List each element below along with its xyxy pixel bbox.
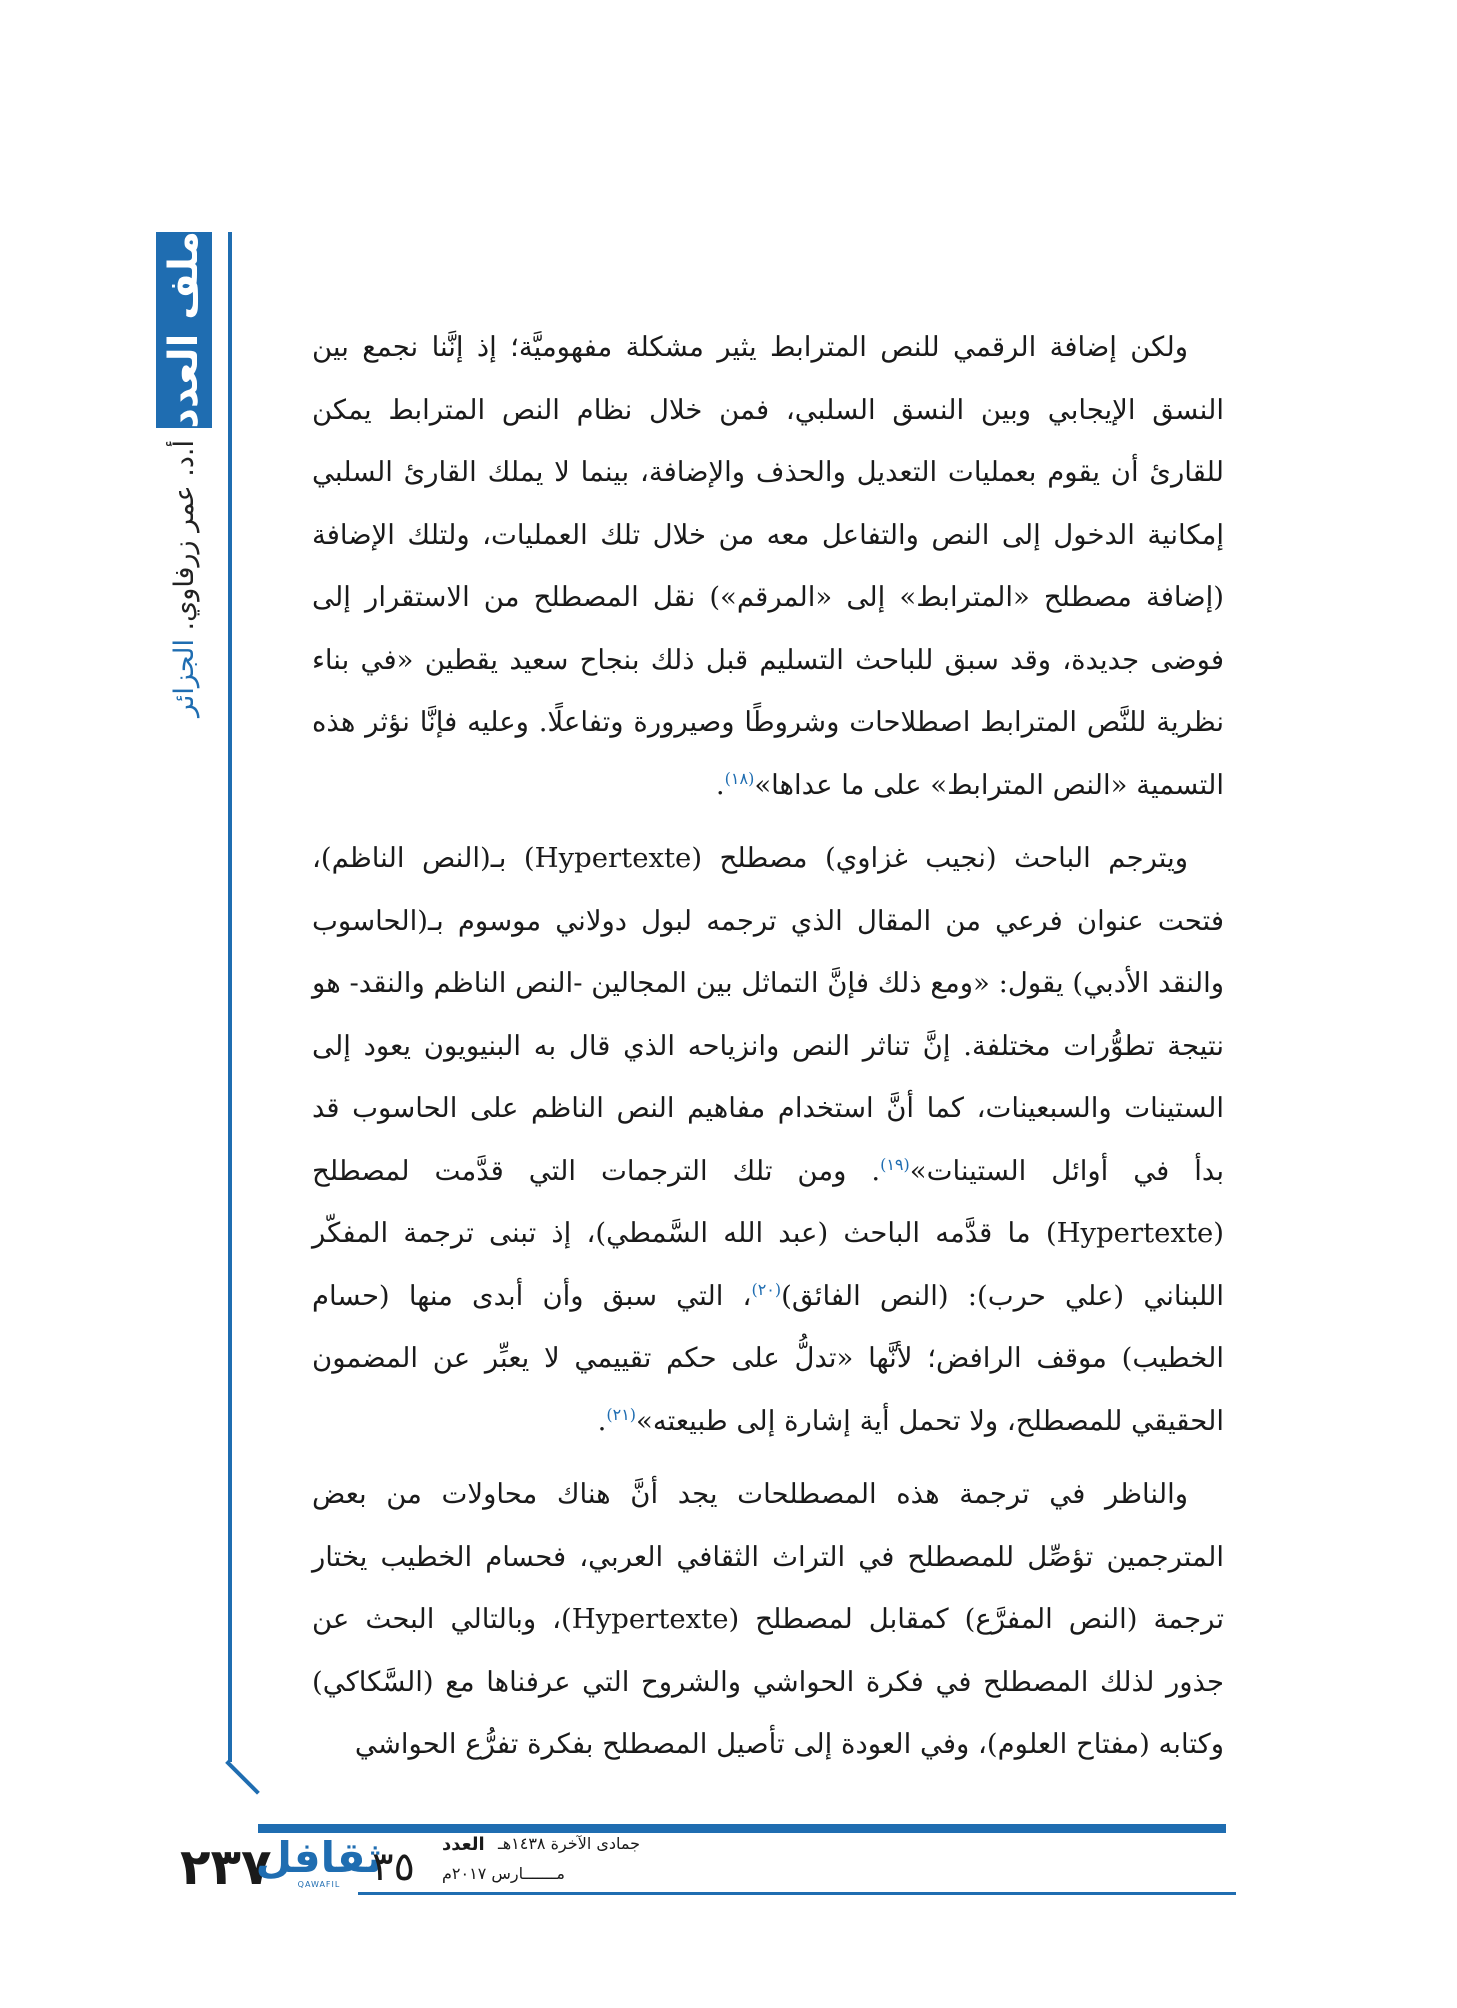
author-name: أ.د. عمر زرفاوي. bbox=[168, 440, 200, 631]
footnote-ref-19[interactable]: (١٩) bbox=[880, 1154, 910, 1174]
footnote-ref-21[interactable]: (٢١) bbox=[606, 1404, 637, 1424]
section-tag bbox=[156, 232, 212, 428]
magazine-logo bbox=[255, 1833, 383, 1892]
article-body bbox=[312, 316, 1224, 1787]
footer-rule bbox=[358, 1892, 1236, 1895]
issue-date-gregorian: مـــــــارس ٢٠١٧م bbox=[442, 1864, 565, 1883]
paragraph-2: ويترجم الباحث (نجيب غزاوي) مصطلح (Hypertexte) بـ(النص الناظم)، فتحت عنوان فرعي من المقال الذي ترجمه لبول دولاني موسوم بـ(الحاسوب والنقد الأدبي) يقول: «ومع ذلك فإنَّ التماثل بين المجالين -النص الناظم والنقد- هو نتيجة تطوُّرات مختلفة. إنَّ تناثر النص وانزياحه الذي قال به البنيويون يعود إلى الستينات والسبعينات، كما أنَّ استخدام مفاهيم النص الناظم على الحاسوب قد بدأ في أوائل الستينات»$^{(١٩)}$. ومن تلك الترجمات التي قدَّمت لمصطلح (Hypertexte) ما قدَّمه الباحث (عبد الله السَّمطي)، إذ تبنى ترجمة المفكّر اللبناني (علي حرب): (النص الفائق)$^{(٢٠)}$، التي سبق وأن أبدى منها (حسام الخطيب) موقف الرافض؛ لأنَّها «تدلُّ على حكم تقييمي لا يعبِّر عن المضمون الحقيقي للمصطلح، ولا تحمل أية إشارة إلى طبيعته»$^{(٢١)}$. bbox=[312, 842, 1224, 1437]
magazine-logo-latin: QAWAFIL bbox=[297, 1880, 341, 1889]
issue-date-hijri: جمادى الآخرة ١٤٣٨هـ bbox=[498, 1834, 641, 1853]
magazine-logo-text: ثقافل bbox=[255, 1833, 383, 1882]
paragraph-3: والناظر في ترجمة هذه المصطلحات يجد أنَّ هناك محاولات من بعض المترجمين تؤصِّل للمصطلح في التراث الثقافي العربي، فحسام الخطيب يختار ترجمة (النص المفرَّع) كمقابل لمصطلح (Hypertexte)، وبالتالي البحث عن جذور لذلك المصطلح في فكرة الحواشي والشروح التي عرفناها مع (السَّكاكي) وكتابه (مفتاح العلوم)، وفي العودة إلى تأصيل المصطلح بفكرة تفرُّع الحواشي bbox=[312, 1478, 1224, 1760]
frame-corner-rule bbox=[225, 1760, 260, 1795]
section-title: ملف العدد bbox=[161, 231, 207, 429]
frame-vertical-rule bbox=[228, 232, 232, 1762]
footnote-ref-20[interactable]: (٢٠) bbox=[751, 1279, 782, 1299]
page-number: ٢٣٧ bbox=[180, 1838, 272, 1896]
author-country: الجزائر bbox=[168, 639, 200, 717]
footnote-ref-18[interactable]: (١٨) bbox=[724, 768, 755, 788]
issue-label: العدد bbox=[442, 1834, 485, 1855]
page-footer bbox=[180, 1834, 1226, 1894]
author-byline bbox=[162, 440, 206, 760]
issue-number: ٣٥ bbox=[372, 1844, 415, 1890]
paragraph-1: ولكن إضافة الرقمي للنص المترابط يثير مشكلة مفهوميَّة؛ إذ إنَّنا نجمع بين النسق الإيجابي وبين النسق السلبي، فمن خلال نظام النص المترابط يمكن للقارئ أن يقوم بعمليات التعديل والحذف والإضافة، بينما لا يملك القارئ السلبي إمكانية الدخول إلى النص والتفاعل معه من خلال تلك العمليات، ولتلك الإضافة (إضافة مصطلح «المترابط» إلى «المرقم») نقل المصطلح من الاستقرار إلى فوضى جديدة، وقد سبق للباحث التسليم قبل ذلك بنجاح سعيد يقطين «في بناء نظرية للنَّص المترابط اصطلاحات وشروطًا وصيرورة وتفاعلًا. وعليه فإنَّا نؤثر هذه التسمية «النص المترابط» على ما عداها»$^{(١٨)}$. bbox=[312, 331, 1224, 801]
frame-bottom-rule bbox=[258, 1824, 1226, 1833]
